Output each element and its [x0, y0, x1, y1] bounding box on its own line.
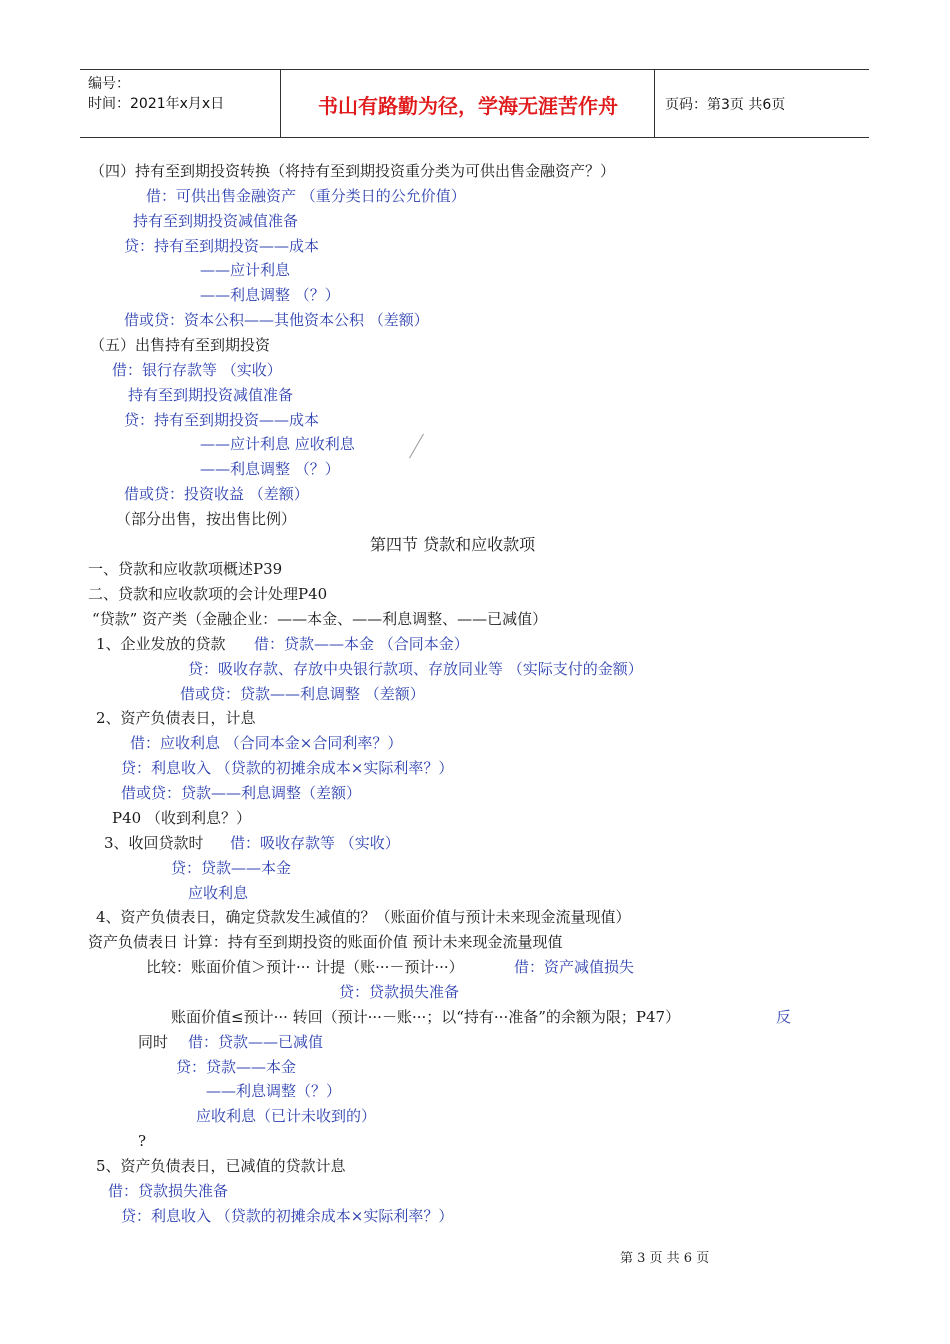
- text-line: 贷：贷款——本金: [176, 1058, 297, 1076]
- text-line: 一、贷款和应收款项概述P39: [88, 560, 283, 578]
- document-header: [80, 69, 869, 138]
- header-divider: [654, 70, 655, 137]
- text-line: 资产负债表日 计算：持有至到期投资的账面价值 预计未来现金流量现值: [88, 933, 563, 951]
- text-line: 贷：持有至到期投资——成本: [124, 237, 320, 255]
- text-line: 贷：利息收入 （贷款的初摊余成本×实际利率？）: [121, 759, 454, 777]
- text-line: 借：贷款——本金 （合同本金）: [254, 635, 469, 653]
- text-line: 贷：持有至到期投资——成本: [124, 411, 320, 429]
- text-line: 借：资产减值损失: [514, 958, 635, 976]
- text-line: ——应计利息: [200, 261, 291, 279]
- pen-mark: [409, 434, 424, 459]
- text-line: （四）持有至到期投资转换（将持有至到期投资重分类为可供出售金融资产？）: [90, 162, 616, 180]
- text-line: 贷：利息收入 （贷款的初摊余成本×实际利率？）: [121, 1207, 454, 1225]
- text-line: ?: [138, 1132, 147, 1150]
- text-line: 贷：吸收存款、存放中央银行款项、存放同业等 （实际支付的金额）: [188, 660, 643, 678]
- text-line: （五）出售持有至到期投资: [90, 336, 271, 354]
- text-line: 2、资产负债表日，计息: [96, 709, 256, 727]
- text-line: 借：应收利息 （合同本金×合同利率？）: [130, 734, 403, 752]
- time-label: 时间：2021年x月x日: [88, 96, 225, 112]
- text-line: 借：可供出售金融资产 （重分类日的公允价值）: [146, 187, 466, 205]
- section-heading: 第四节 贷款和应收款项: [370, 535, 536, 554]
- text-line: 5、资产负债表日，已减值的贷款计息: [96, 1157, 346, 1175]
- text-line: ——利息调整（？）: [206, 1082, 342, 1100]
- text-line: ——应计利息 应收利息: [200, 435, 355, 453]
- header-divider: [280, 70, 281, 137]
- header-page-number: 页码：第3页 共6页: [665, 97, 786, 113]
- text-line: 4、资产负债表日，确定贷款发生减值的？（账面价值与预计未来现金流量现值）: [96, 908, 631, 926]
- text-line: “贷款” 资产类（金融企业：——本金、——利息调整、——已减值）: [92, 610, 548, 628]
- header-motto: 书山有路勤为径，学海无涯苦作舟: [318, 94, 618, 118]
- text-line: 贷：贷款——本金: [171, 859, 292, 877]
- text-line: 同时: [138, 1033, 169, 1051]
- text-line: 借或贷：贷款——利息调整 （差额）: [180, 685, 425, 703]
- text-line: 借或贷：资本公积——其他资本公积 （差额）: [124, 311, 429, 329]
- text-line: 借：贷款损失准备: [108, 1182, 229, 1200]
- header-meta: [88, 74, 224, 114]
- page-footer: 第 3 页 共 6 页: [620, 1251, 710, 1266]
- text-line: 持有至到期投资减值准备: [128, 386, 294, 404]
- text-line: ——利息调整 （？）: [200, 460, 340, 478]
- text-line: 贷：贷款损失准备: [339, 983, 460, 1001]
- text-line: ——利息调整 （？）: [200, 286, 340, 304]
- text-line: 借：吸收存款等 （实收）: [230, 834, 400, 852]
- text-line: 借或贷：贷款——利息调整（差额）: [121, 784, 362, 802]
- text-line: 反: [776, 1008, 792, 1026]
- text-line: 应收利息: [188, 884, 249, 902]
- text-line: 1、企业发放的贷款: [96, 635, 226, 653]
- text-line: 比较：账面价值＞预计··· 计提（账···－预计···）: [146, 958, 464, 976]
- text-line: 借：银行存款等 （实收）: [112, 361, 282, 379]
- text-line: 持有至到期投资减值准备: [133, 212, 299, 230]
- text-line: 应收利息（已计未收到的）: [196, 1107, 377, 1125]
- serial-label: 编号：: [88, 76, 130, 92]
- text-line: 借或贷：投资收益 （差额）: [124, 485, 309, 503]
- text-line: 账面价值≤预计··· 转回（预计···－账···；以“持有···准备”的余额为限；P47）: [171, 1008, 681, 1026]
- text-line: 借：贷款——已减值: [188, 1033, 324, 1051]
- text-line: P40 （收到利息？）: [112, 809, 251, 827]
- text-line: 3、收回贷款时: [104, 834, 204, 852]
- text-line: （部分出售，按出售比例）: [116, 510, 297, 528]
- text-line: 二、贷款和应收款项的会计处理P40: [88, 585, 328, 603]
